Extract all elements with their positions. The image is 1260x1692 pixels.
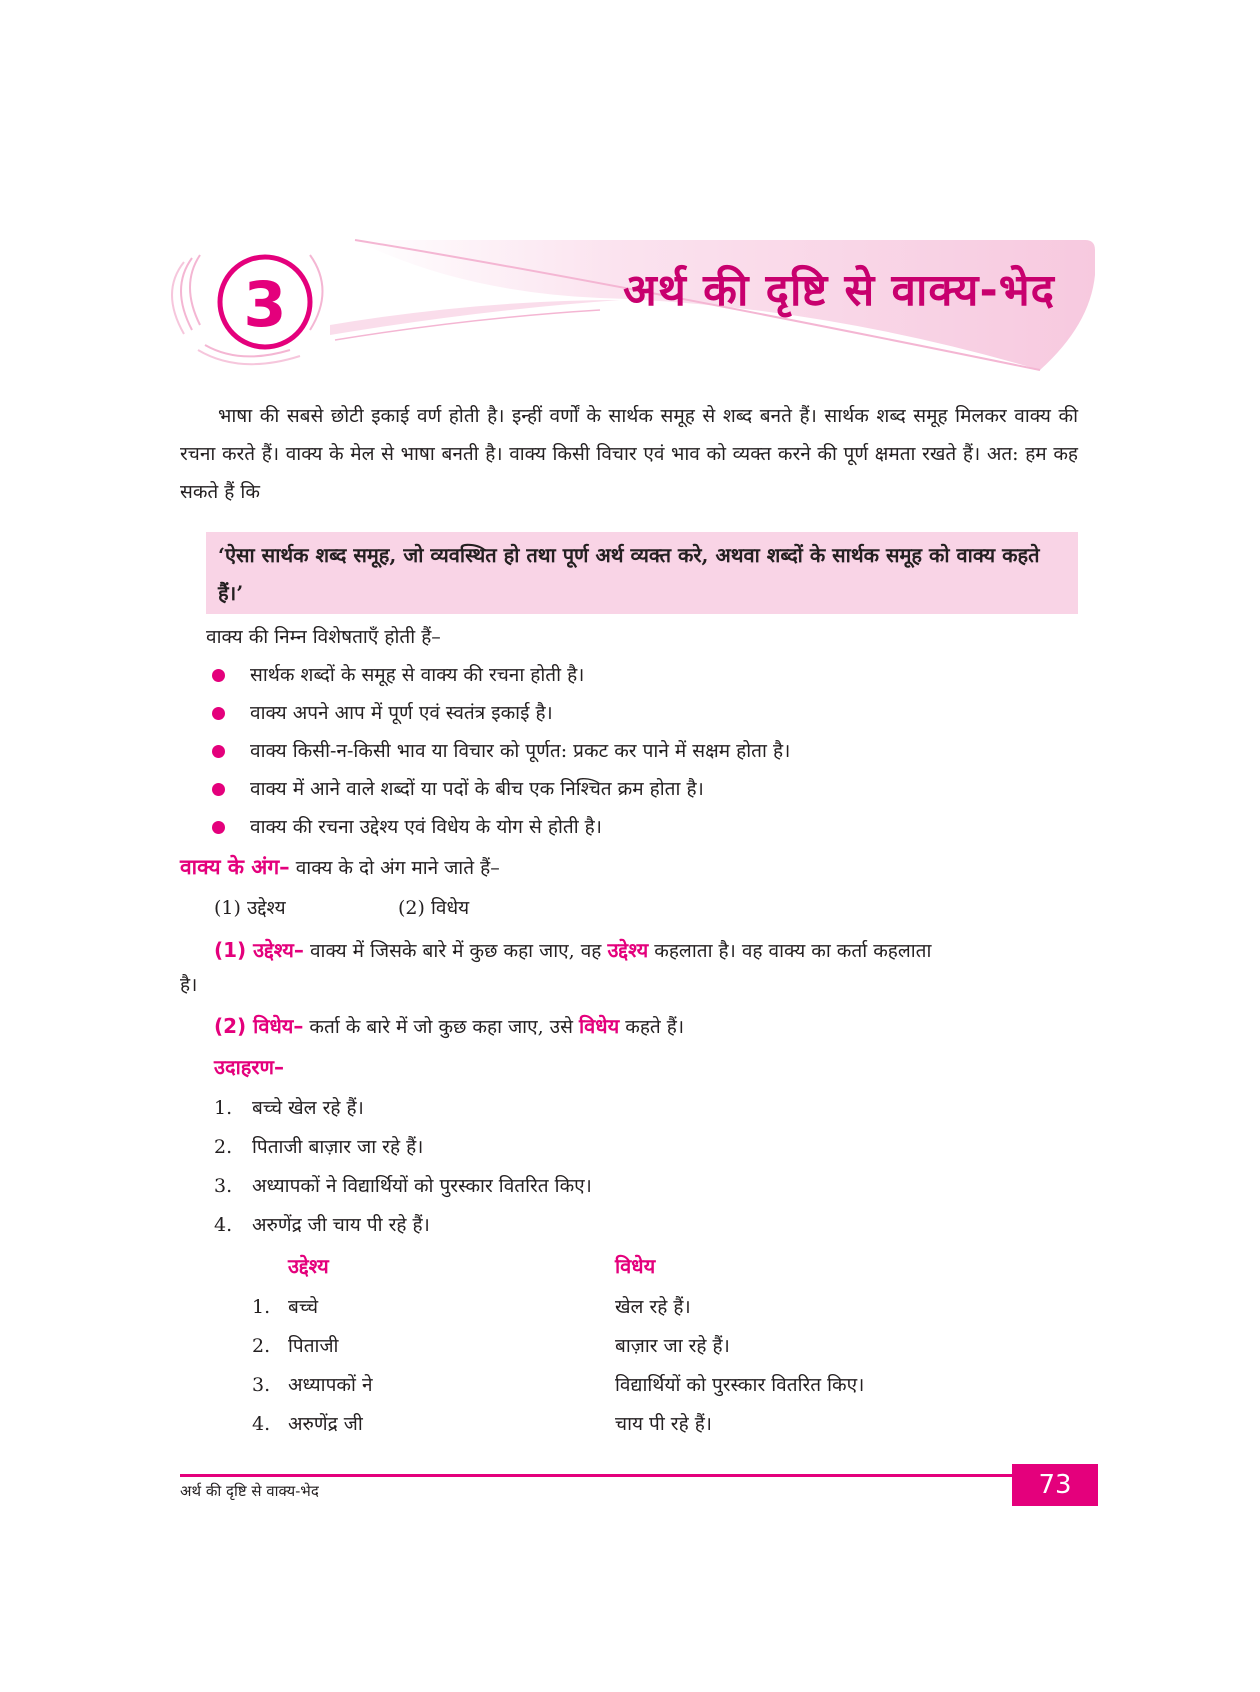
parts-item-subject: (1) उद्देश्य xyxy=(214,897,286,919)
subject-term: उद्देश्य xyxy=(607,938,649,962)
subject-text-b: कहलाता है। वह वाक्य का कर्ता कहलाता xyxy=(654,940,932,962)
feature-item: वाक्य में आने वाले शब्दों या पदों के बीच एक निश्चित क्रम होता है। xyxy=(250,778,704,800)
table-row-subject: अरुणेंद्र जी xyxy=(288,1413,363,1435)
predicate-text-a: कर्ता के बारे में जो कुछ कहा जाए, उसे xyxy=(309,1016,573,1038)
definition-text: ‘ऐसा सार्थक शब्द समूह, जो व्यवस्थित हो तथा पूर्ण अर्थ व्यक्त करे, अथवा शब्दों के सार्थक समूह को वाक्य कहते हैं।’ xyxy=(218,543,1040,605)
bullet-icon xyxy=(212,783,225,796)
example-num: 2. xyxy=(214,1136,233,1158)
footer-rule xyxy=(180,1474,1012,1477)
intro-paragraph: भाषा की सबसे छोटी इकाई वर्ण होती है। इन्हीं वर्णों के सार्थक समूह से शब्द बनते हैं। सार्थक शब्द समूह मिलकर वाक्य की रचना करते हैं। वाक्य के मेल से भाषा बनती है। वाक्य किसी विचार एवं भाव को व्यक्त करने की पूर्ण क्षमता रखते हैं। अत: हम कह सकते हैं कि xyxy=(180,405,1078,503)
subject-text-c: है। xyxy=(180,974,198,996)
table-header-predicate: विधेय xyxy=(615,1254,656,1278)
chapter-number: 3 xyxy=(243,268,287,341)
example-text: अध्यापकों ने विद्यार्थियों को पुरस्कार वितरित किए। xyxy=(252,1175,592,1197)
subject-label: (1) उद्देश्य– xyxy=(214,938,304,962)
example-text: बच्चे खेल रहे हैं। xyxy=(252,1097,364,1119)
table-row-num: 3. xyxy=(252,1374,271,1396)
table-row-num: 1. xyxy=(252,1296,271,1318)
subject-text-a: वाक्य में जिसके बारे में कुछ कहा जाए, वह xyxy=(309,940,602,962)
page-number: 73 xyxy=(1012,1464,1098,1506)
example-num: 1. xyxy=(214,1097,233,1119)
table-header-subject: उद्देश्य xyxy=(288,1254,329,1278)
table-row-num: 2. xyxy=(252,1335,271,1357)
predicate-term: विधेय xyxy=(578,1014,620,1038)
parts-intro: वाक्य के दो अंग माने जाते हैं– xyxy=(295,857,500,879)
predicate-definition xyxy=(214,1011,684,1042)
parts-line xyxy=(180,852,500,883)
footer-title: अर्थ की दृष्टि से वाक्य-भेद xyxy=(180,1482,319,1500)
predicate-label: (2) विधेय– xyxy=(214,1014,304,1038)
feature-item: वाक्य की रचना उद्देश्य एवं विधेय के योग से होती है। xyxy=(250,816,602,838)
examples-heading: उदाहरण– xyxy=(214,1055,285,1079)
table-row-subject: अध्यापकों ने xyxy=(288,1374,373,1396)
parts-heading: वाक्य के अंग– xyxy=(180,855,290,879)
bullet-icon xyxy=(212,669,225,682)
bullet-icon xyxy=(212,745,225,758)
example-num: 4. xyxy=(214,1214,233,1236)
table-row-num: 4. xyxy=(252,1413,271,1435)
table-row-predicate: विद्यार्थियों को पुरस्कार वितरित किए। xyxy=(615,1374,865,1396)
table-row-subject: पिताजी xyxy=(288,1335,339,1357)
bullet-icon xyxy=(212,821,225,834)
table-row-predicate: बाज़ार जा रहे हैं। xyxy=(615,1335,730,1357)
features-heading: वाक्य की निम्न विशेषताएँ होती हैं– xyxy=(206,626,441,648)
example-num: 3. xyxy=(214,1175,233,1197)
table-row-subject: बच्चे xyxy=(288,1296,319,1318)
example-text: अरुणेंद्र जी चाय पी रहे हैं। xyxy=(252,1214,430,1236)
chapter-title: अर्थ की दृष्टि से वाक्य-भेद xyxy=(623,265,1055,316)
table-row-predicate: चाय पी रहे हैं। xyxy=(615,1413,712,1435)
table-row-predicate: खेल रहे हैं। xyxy=(615,1296,691,1318)
subject-definition xyxy=(214,935,931,966)
predicate-text-b: कहते हैं। xyxy=(625,1016,685,1038)
feature-item: सार्थक शब्दों के समूह से वाक्य की रचना होती है। xyxy=(250,664,585,686)
example-text: पिताजी बाज़ार जा रहे हैं। xyxy=(252,1136,424,1158)
bullet-icon xyxy=(212,707,225,720)
feature-item: वाक्य किसी-न-किसी भाव या विचार को पूर्णत: प्रकट कर पाने में सक्षम होता है। xyxy=(250,740,791,762)
parts-item-predicate: (2) विधेय xyxy=(398,897,470,919)
feature-item: वाक्य अपने आप में पूर्ण एवं स्वतंत्र इकाई है। xyxy=(250,702,553,724)
